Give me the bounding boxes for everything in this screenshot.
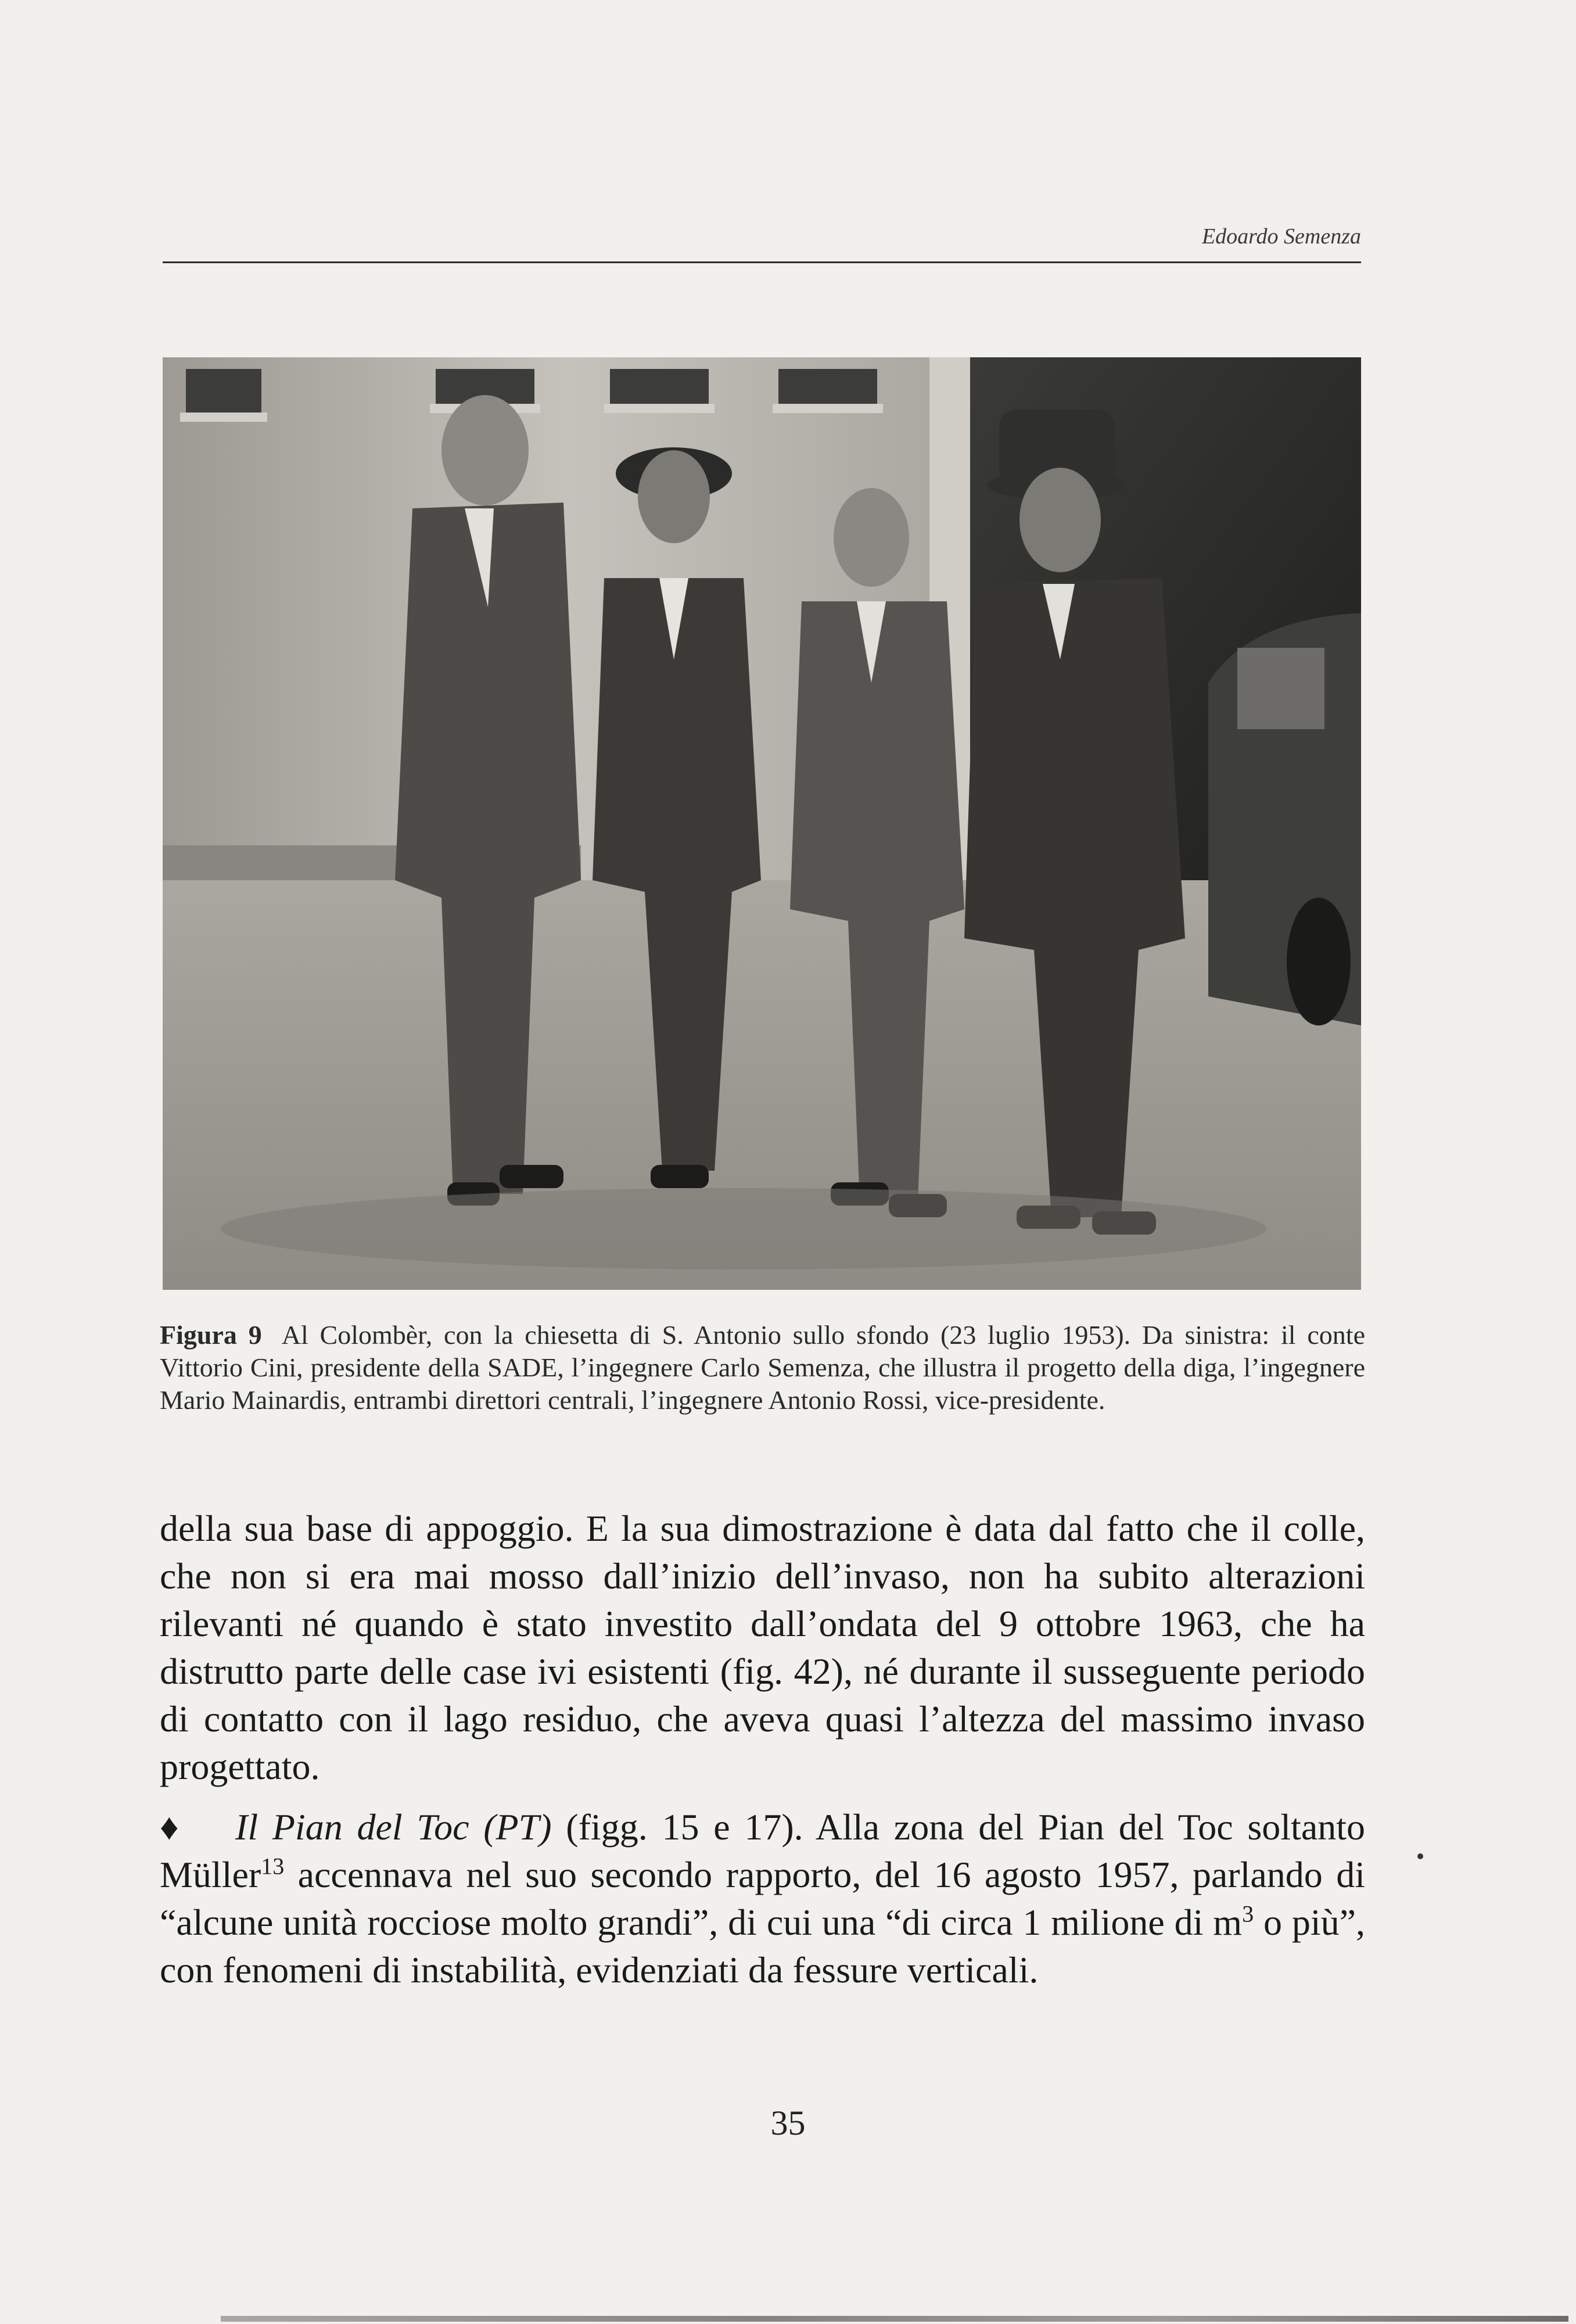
body-text [160,1505,1365,2007]
cubic-superscript: 3 [1242,1900,1254,1927]
paragraph-2-text-b: accennava nel suo secondo rapporto, del 16 agosto 1957, parlando di “alcune unità rocciose molto grandi”, di cui una “di circa 1 milione di m [160,1854,1365,1943]
paragraph-2-text-c: o più”, con fenomeni di instabilità, evidenziati da fessure verticali. [160,1902,1366,1991]
header-rule [163,261,1361,263]
section-title: Il Pian del Toc (PT) [235,1806,552,1848]
running-head: Edoardo Semenza [1201,224,1361,249]
paragraph-1: della sua base di appoggio. E la sua dimostrazione è data dal fatto che il colle, che non si era mai mosso dall’inizio dell’invaso, non ha subito alterazioni rilevanti né quando è stato investito dall’ondata del 9 ottobre 1963, che ha distrutto parte delle case ivi esistenti (fig. 42), né durante il susseguente periodo di contatto con il lago residuo, che aveva quasi l’altezza del massimo invaso progettato. [160,1508,1365,1787]
paragraph-2-text-a: (figg. 15 e 17). Alla zona del Pian del Toc soltanto Müller [160,1806,1366,1895]
page-number: 35 [770,2104,806,2142]
diamond-bullet-icon: ♦ [160,1806,179,1848]
figure-caption-text: Al Colombèr, con la chiesetta di S. Antonio sullo sfondo (23 luglio 1953). Da sinistra: il conte Vittorio Cini, presidente della SADE, l’ingegnere Carlo Semenza, che illustra il progetto della diga, l’ingegnere Mario Mainardis, entrambi direttori centrali, l’ingegnere Antonio Rossi, vice-presidente. [160,1320,1365,1415]
car [1208,613,1361,1025]
stray-mark [1417,1853,1423,1859]
figure-caption [160,1319,1365,1416]
figure-label: Figura 9 [160,1320,262,1350]
footnote-ref: 13 [261,1853,285,1880]
paragraph-2 [160,1803,1365,1994]
figure-photo [163,357,1361,1290]
page-bottom-edge [221,2316,1568,2322]
